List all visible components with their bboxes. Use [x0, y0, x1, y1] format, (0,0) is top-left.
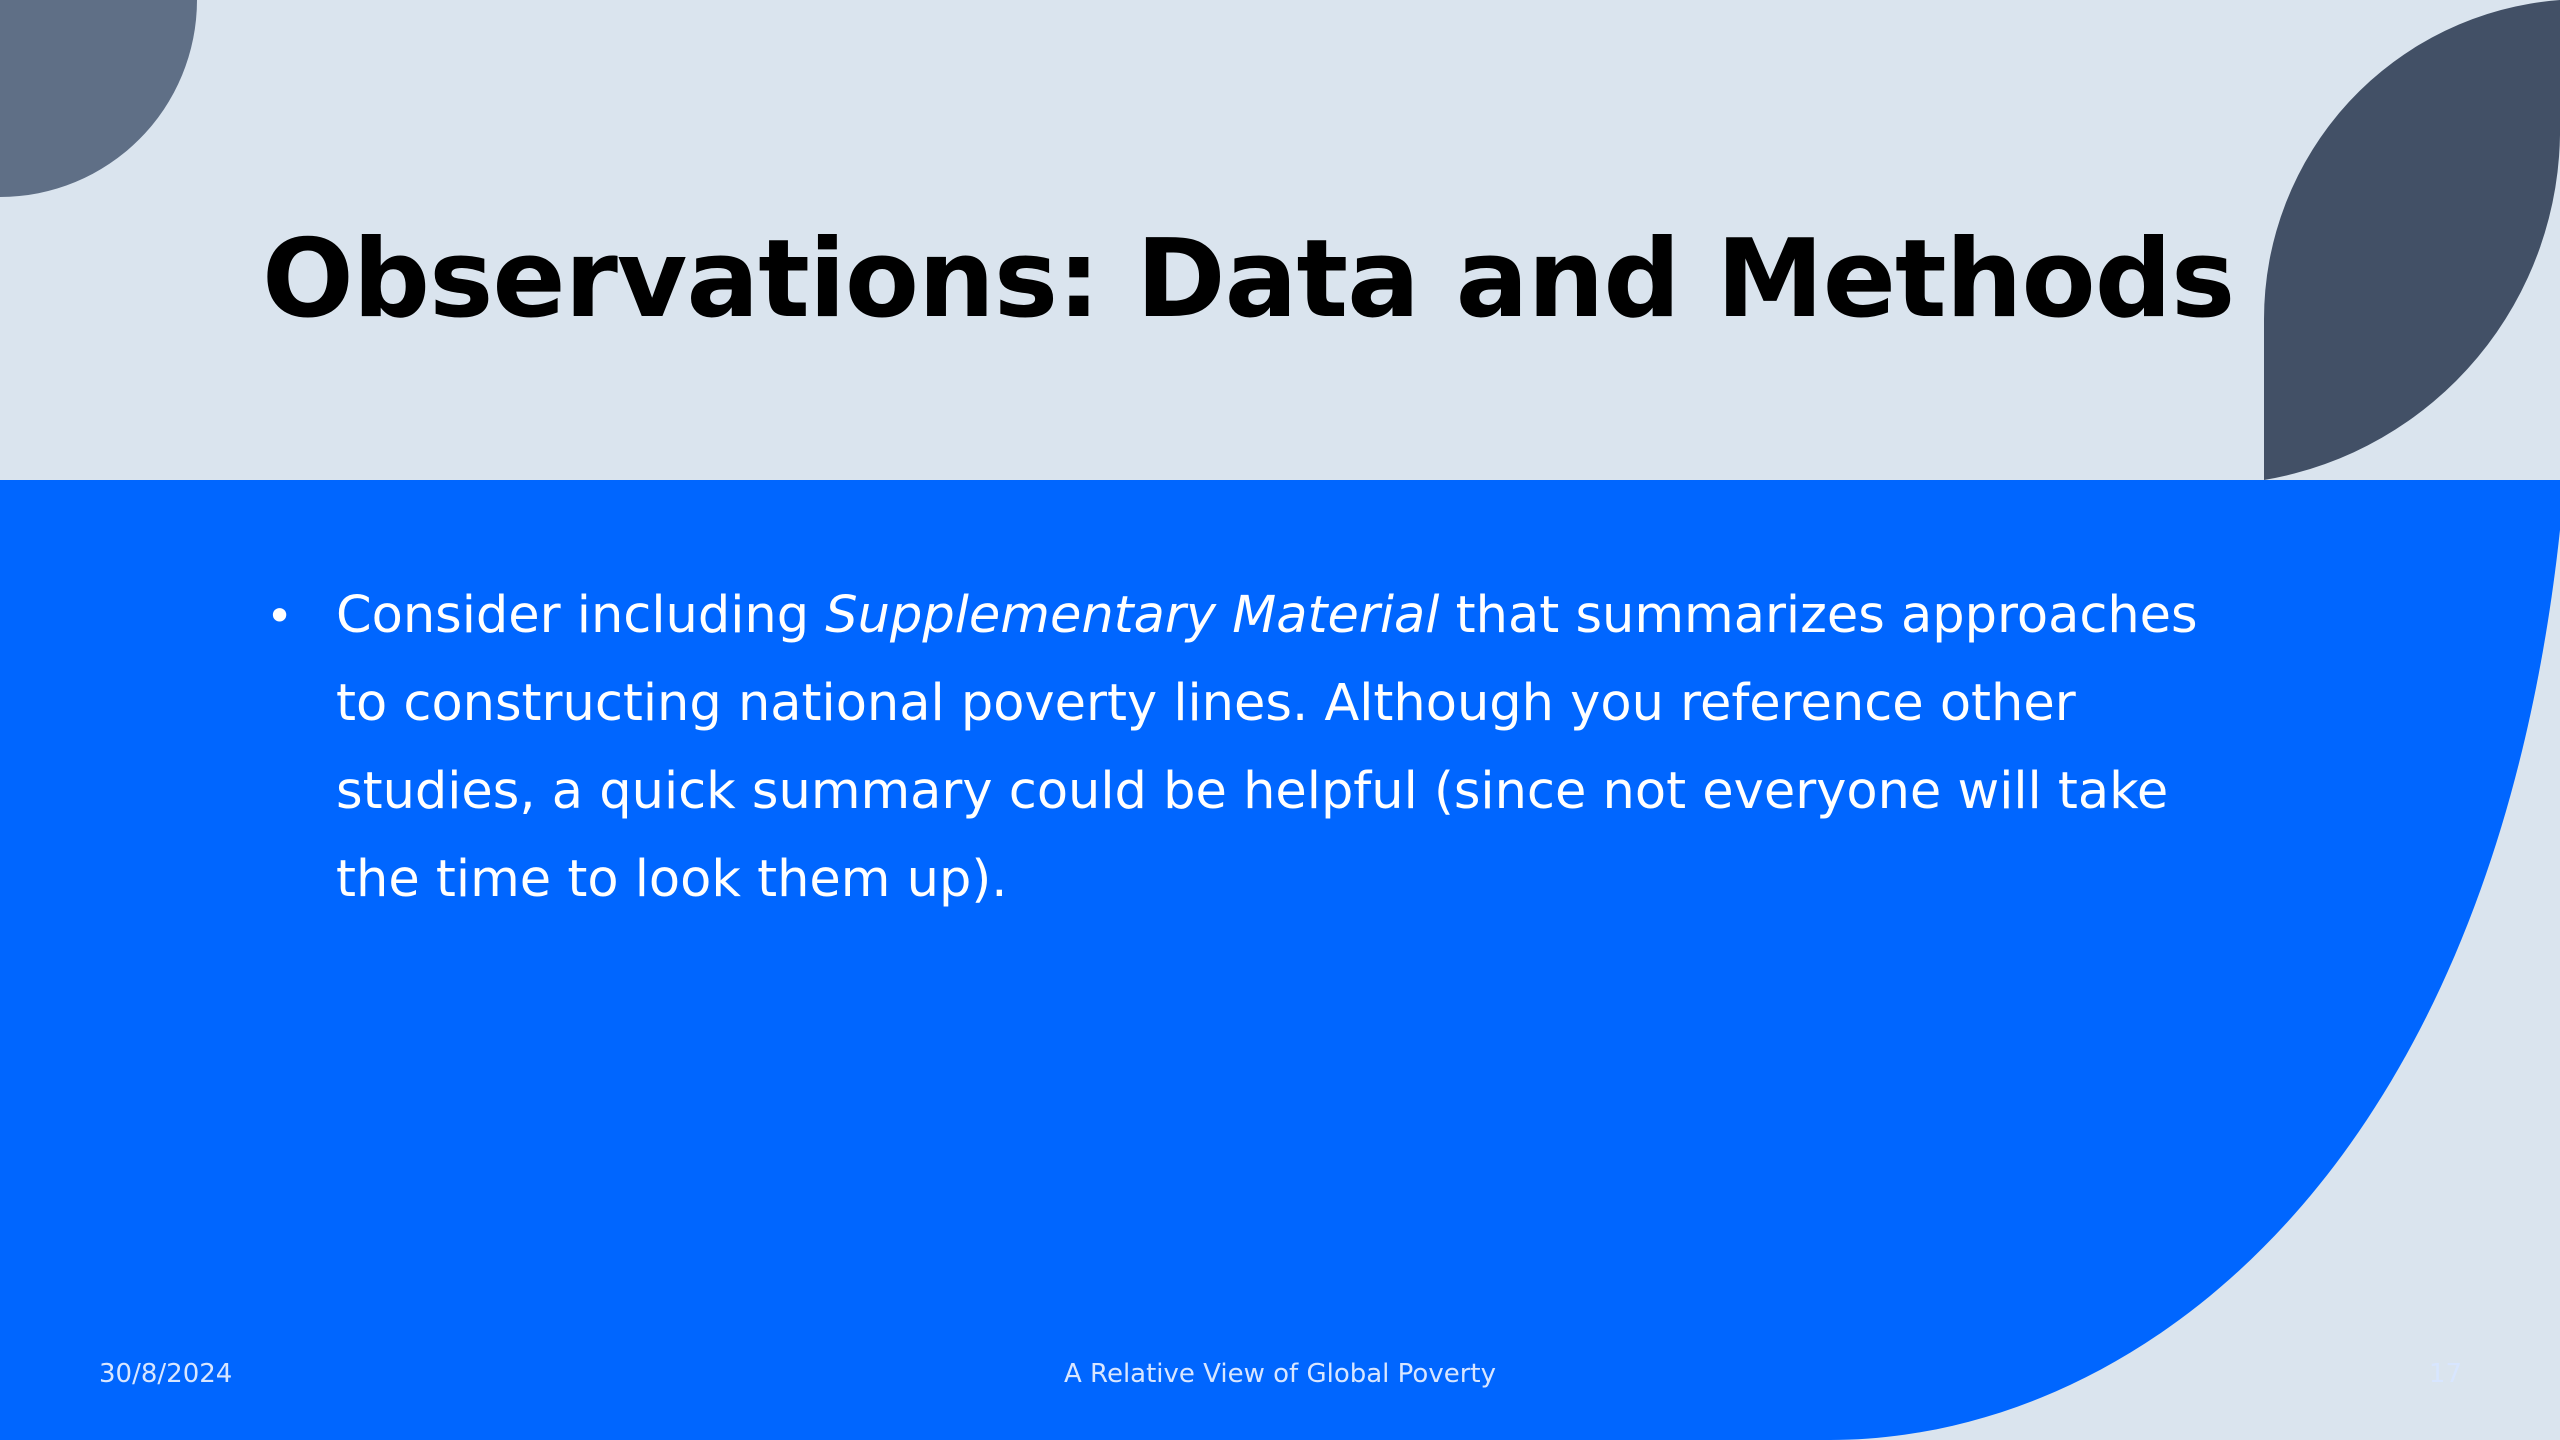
slide-title: Observations: Data and Methods	[262, 217, 2235, 342]
footer-presentation-title: A Relative View of Global Poverty	[1064, 1359, 1496, 1389]
bullet-text-rest: that summarizes approaches to constructing national poverty lines. Although you reference other studies, a quick summary could be helpful (since not everyone will take the time to look them up).	[336, 586, 2198, 909]
bullet-text-start: Consider including	[336, 586, 826, 645]
bullet-text-emphasis: Supplementary Material	[825, 586, 1440, 645]
bullet-list	[262, 572, 2252, 924]
bullet-point-icon: •	[266, 589, 294, 643]
footer-date: 30/8/2024	[99, 1359, 233, 1389]
footer-page-number: 17	[2428, 1359, 2462, 1389]
corner-shape-top-left	[0, 0, 197, 197]
corner-leaf-shape-top-right	[2264, 0, 2560, 480]
bullet-item	[262, 572, 2252, 924]
